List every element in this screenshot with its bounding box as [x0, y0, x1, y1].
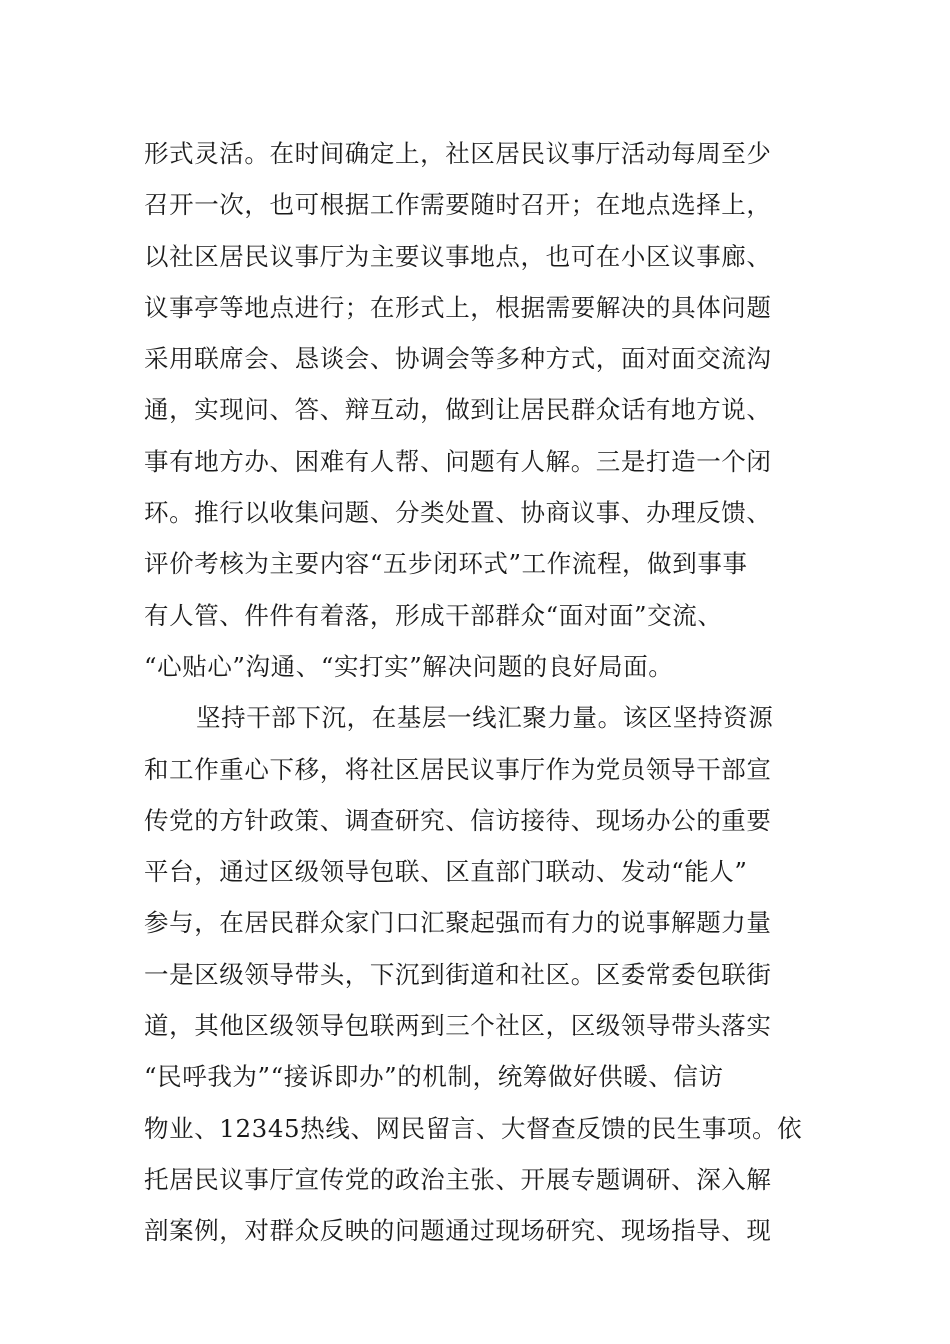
text-line: 和工作重心下移，将社区居民议事厅作为党员领导干部宣	[144, 754, 772, 784]
text-line: 通，实现问、答、辩互动，做到让居民群众话有地方说、	[144, 395, 772, 425]
text-line: 形式灵活。在时间确定上，社区居民议事厅活动每周至少	[144, 139, 772, 168]
text-line: 道，其他区级领导包联两到三个社区，区级领导带头落实	[144, 1011, 772, 1041]
text-line: 有人管、件件有着落，形成干部群众“面对面”交流、	[144, 600, 723, 630]
text-line: 采用联席会、恳谈会、协调会等多种方式，面对面交流沟	[144, 344, 772, 374]
text-line: 召开一次，也可根据工作需要随时召开；在地点选择上，	[144, 190, 772, 220]
text-line: 以社区居民议事厅为主要议事地点，也可在小区议事廊、	[144, 241, 772, 271]
text-line: 参与，在居民群众家门口汇聚起强而有力的说事解题力量	[144, 908, 772, 938]
text-line: “心贴心”沟通、“实打实”解决问题的良好局面。	[144, 651, 674, 681]
text-line: 评价考核为主要内容“五步闭环式”工作流程，做到事事	[144, 549, 748, 579]
text-line: 事有地方办、困难有人帮、问题有人解。三是打造一个闭	[144, 446, 772, 476]
text-line: “民呼我为”“接诉即办”的机制，统筹做好供暖、信访	[144, 1062, 724, 1092]
document-body	[144, 128, 808, 1257]
text-line: 环。推行以收集问题、分类处置、协商议事、办理反馈、	[144, 498, 772, 528]
text-line: 物业、12345热线、网民留言、大督查反馈的民生事项。依	[144, 1113, 803, 1143]
text-line: 剖案例，对群众反映的问题通过现场研究、现场指导、现	[144, 1216, 772, 1246]
text-line: 议事亭等地点进行；在形式上，根据需要解决的具体问题	[144, 292, 772, 322]
paragraph-first-line: 坚持干部下沉，在基层一线汇聚力量。该区坚持资源	[196, 703, 774, 733]
text-line: 托居民议事厅宣传党的政治主张、开展专题调研、深入解	[144, 1164, 772, 1194]
text-line: 传党的方针政策、调查研究、信访接待、现场办公的重要	[144, 805, 772, 835]
text-line: 一是区级领导带头，下沉到街道和社区。区委常委包联街	[144, 959, 772, 989]
text-line: 平台，通过区级领导包联、区直部门联动、发动“能人”	[144, 857, 748, 887]
